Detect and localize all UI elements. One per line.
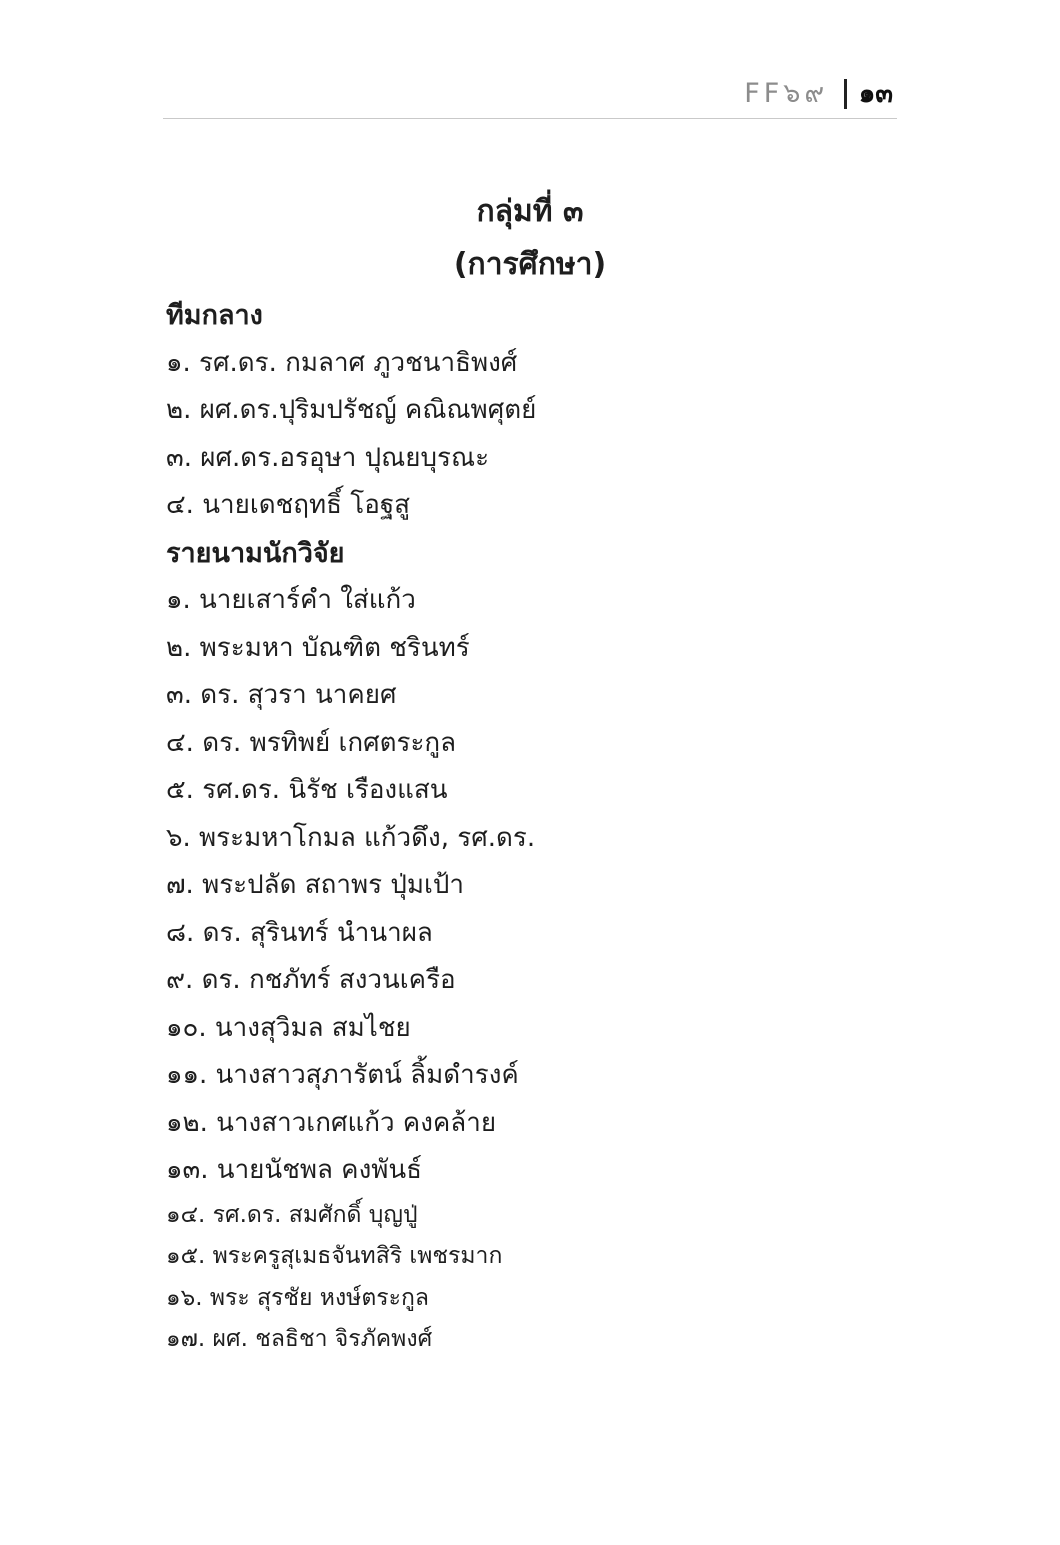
list-item: ๑๖. พระ สุรชัย หงษ์ตระกูล bbox=[166, 1284, 430, 1311]
list-item: ๑. รศ.ดร. กมลาศ ภูวชนาธิพงศ์ bbox=[166, 347, 518, 378]
running-title: FF๖๙ bbox=[744, 78, 829, 109]
list-item: ๒. ผศ.ดร.ปุริมปรัชญ์ คณิณพศุตย์ bbox=[166, 395, 537, 425]
list-item: ๑๐. นางสุวิมล สมไชย bbox=[166, 1012, 411, 1043]
list-item: ๖. พระมหาโกมล แก้วดึง, รศ.ดร. bbox=[166, 822, 536, 853]
list-item: ๑๕. พระครูสุเมธจันทสิริ เพชรมาก bbox=[166, 1243, 503, 1269]
list-item: ๓. ดร. สุวรา นาคยศ bbox=[166, 680, 397, 710]
list-item: ๑๓. นายนัชพล คงพันธ์ bbox=[166, 1155, 423, 1185]
header-separator bbox=[844, 79, 847, 109]
page-title: กลุ่มที่ ๓ bbox=[476, 194, 584, 229]
list-item: ๗. พระปลัด สถาพร ปุ่มเป้า bbox=[166, 870, 464, 900]
page-number: ๑๓ bbox=[858, 79, 893, 109]
list-item: ๑. นายเสาร์คำ ใส่แก้ว bbox=[166, 585, 416, 615]
page-header bbox=[163, 76, 897, 119]
list-item: ๑๗. ผศ. ชลธิชา จิรภัคพงศ์ bbox=[166, 1326, 433, 1352]
list-item: ๘. ดร. สุรินทร์ นำนาผล bbox=[166, 917, 433, 948]
list-item: ๔. นายเดชฤทธิ์ โอฐสู bbox=[166, 490, 411, 520]
central-team-heading: ทีมกลาง bbox=[166, 300, 263, 331]
list-item: ๓. ผศ.ดร.อรอุษา ปุณยบุรณะ bbox=[166, 442, 490, 473]
list-item: ๕. รศ.ดร. นิรัช เรืองแสน bbox=[166, 775, 448, 805]
researchers-heading: รายนามนักวิจัย bbox=[166, 537, 345, 569]
list-item: ๑๒. นางสาวเกศแก้ว คงคล้าย bbox=[166, 1107, 497, 1138]
researchers-list-continued bbox=[166, 1195, 896, 1361]
content bbox=[166, 292, 896, 1361]
researchers-list bbox=[166, 577, 896, 1195]
list-item: ๒. พระมหา บัณฑิต ชรินทร์ bbox=[166, 632, 470, 663]
list-item: ๔. ดร. พรทิพย์ เกศตระกูล bbox=[166, 727, 457, 758]
list-item: ๑๔. รศ.ดร. สมศักดิ์ บุญปู่ bbox=[166, 1201, 418, 1228]
header-right bbox=[744, 76, 893, 112]
page-subtitle: (การศึกษา) bbox=[453, 247, 607, 282]
central-team-list bbox=[166, 340, 896, 530]
list-item: ๑๑. นางสาวสุภารัตน์ ลิ้มดำรงค์ bbox=[166, 1060, 519, 1090]
list-item: ๙. ดร. กชภัทร์ สงวนเครือ bbox=[166, 965, 456, 995]
